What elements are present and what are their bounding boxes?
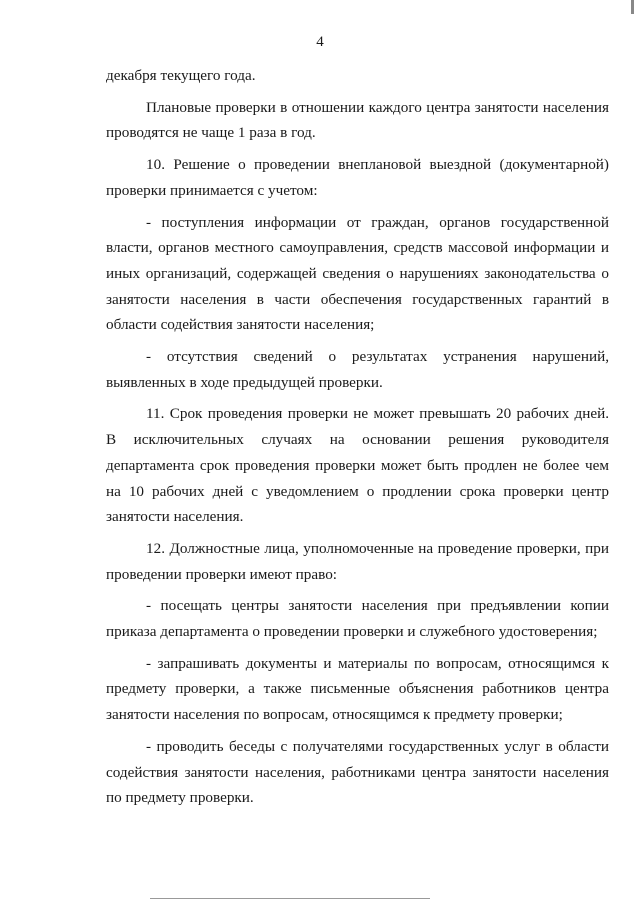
page-number: 4	[316, 34, 324, 50]
paragraph-item-12: 12. Должностные лица, уполномоченные на проведение проверки, при проведении проверки имеют право:	[106, 539, 609, 583]
paragraph-item-12-bullet-2: - запрашивать документы и материалы по вопросам, относящимся к предмету проверки, а также письменные объяснения работников центра занятости населения по вопросам, относящимся к предмету проверки;	[106, 654, 609, 724]
paragraph-item-10: 10. Решение о проведении внеплановой выездной (документарной) проверки принимается с учетом:	[106, 156, 609, 199]
document-body	[106, 63, 609, 817]
paragraph-continuation: декабря текущего года.	[106, 67, 256, 84]
paragraph-item-11: 11. Срок проведения проверки не может превышать 20 рабочих дней. В исключительных случаях на основании решения руководителя департамента срок проведения проверки может быть продлен не более чем на 10 рабочих дней с уведомлением о продлении срока проверки центр занятости населения.	[106, 405, 609, 526]
paragraph-item-12-bullet-3: - проводить беседы с получателями государственных услуг в области содействия занятости населения, работниками центра занятости населения по предмету проверки.	[106, 737, 609, 807]
paragraph-item-10-bullet-2: - отсутствия сведений о результатах устранения нарушений, выявленных в ходе предыдущей проверки.	[106, 348, 609, 391]
footer-divider	[150, 898, 430, 899]
paragraph-planned-inspections: Плановые проверки в отношении каждого центра занятости населения проводятся не чаще 1 раза в год.	[106, 98, 609, 142]
scan-edge-mark	[631, 0, 634, 14]
paragraph-item-10-bullet-1: - поступления информации от граждан, органов государственной власти, органов местного самоуправления, средств массовой информации и иных организаций, содержащей сведения о нарушениях законодательства о занятости населения в части обеспечения государственных гарантий в области содействия занятости населения;	[106, 213, 609, 334]
paragraph-item-12-bullet-1: - посещать центры занятости населения при предъявлении копии приказа департамента о проведении проверки и служебного удостоверения;	[106, 597, 609, 641]
